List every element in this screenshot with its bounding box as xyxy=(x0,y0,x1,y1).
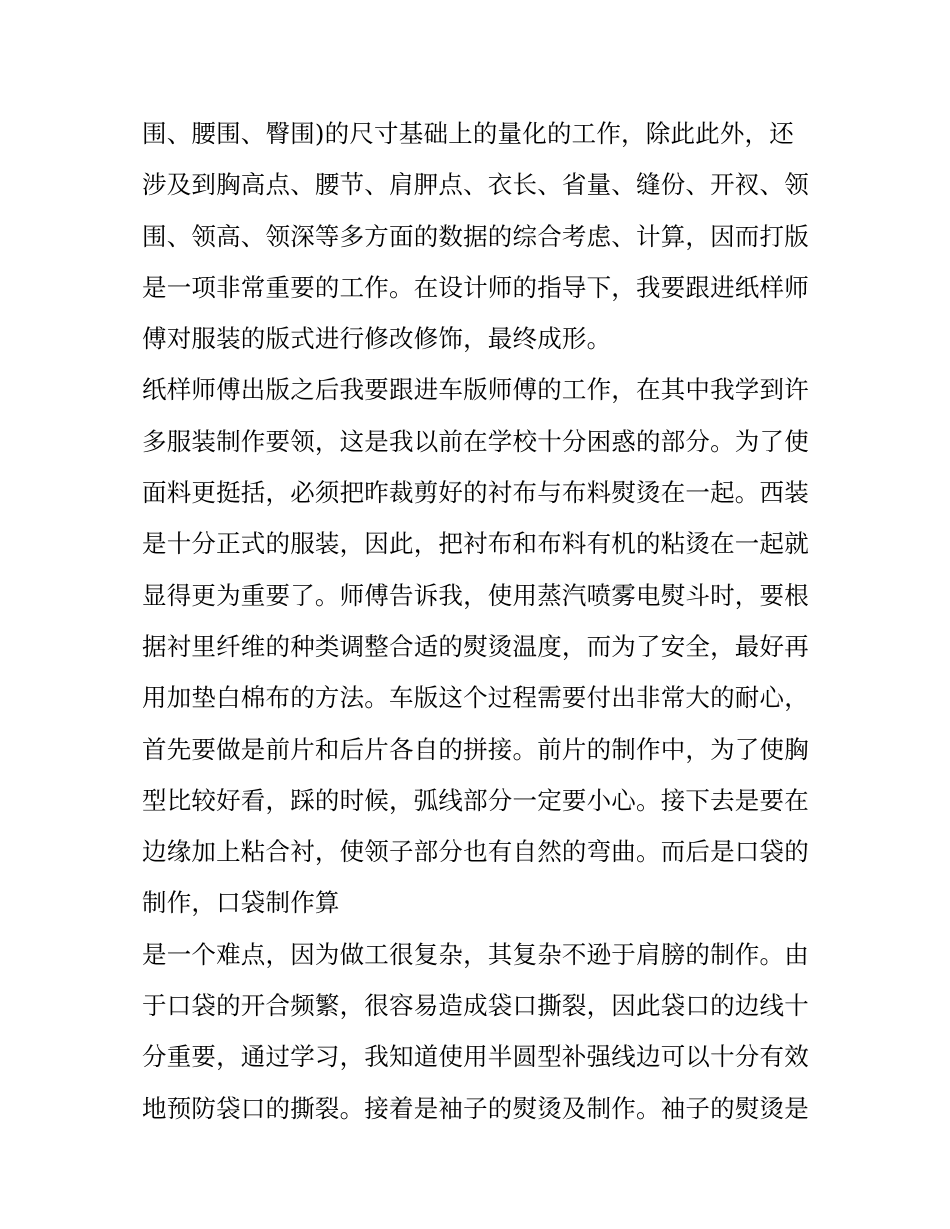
text-line: 边缘加上粘合衬，使领子部分也有自然的弯曲。而后是口袋的 xyxy=(142,837,809,867)
text-line: 涉及到胸高点、腰节、肩胛点、衣长、省量、缝份、开衩、领 xyxy=(142,170,809,200)
text-line: 分重要，通过学习，我知道使用半圆型补强线边可以十分有效 xyxy=(142,1042,809,1072)
text-line: 用加垫白棉布的方法。车版这个过程需要付出非常大的耐心， xyxy=(142,683,809,713)
text-line: 是一个难点，因为做工很复杂，其复杂不逊于肩膀的制作。由 xyxy=(142,939,809,969)
body-text xyxy=(142,108,822,1134)
text-line: 地预防袋口的撕裂。接着是袖子的熨烫及制作。袖子的熨烫是 xyxy=(142,1093,809,1123)
text-line: 显得更为重要了。师傅告诉我，使用蒸汽喷雾电熨斗时，要根 xyxy=(142,580,809,610)
text-line: 首先要做是前片和后片各自的拼接。前片的制作中，为了使胸 xyxy=(142,734,809,764)
text-line: 纸样师傅出版之后我要跟进车版师傅的工作，在其中我学到许 xyxy=(142,375,809,405)
text-line: 制作，口袋制作算 xyxy=(142,888,340,918)
text-line: 围、领高、领深等多方面的数据的综合考虑、计算，因而打版 xyxy=(142,221,809,251)
text-line: 型比较好看，踩的时候，弧线部分一定要小心。接下去是要在 xyxy=(142,785,809,815)
text-line: 是十分正式的服装，因此，把衬布和布料有机的粘烫在一起就 xyxy=(142,529,809,559)
text-line: 是一项非常重要的工作。在设计师的指导下，我要跟进纸样师 xyxy=(142,272,809,302)
text-line: 多服装制作要领，这是我以前在学校十分困惑的部分。为了使 xyxy=(142,426,809,456)
text-line: 据衬里纤维的种类调整合适的熨烫温度，而为了安全，最好再 xyxy=(142,631,809,661)
text-line: 围、腰围、臀围)的尺寸基础上的量化的工作，除此此外，还 xyxy=(142,119,794,148)
text-line: 面料更挺括，必须把昨裁剪好的衬布与布料熨烫在一起。西装 xyxy=(142,478,809,508)
text-line: 傅对服装的版式进行修改修饰，最终成形。 xyxy=(142,324,612,354)
text-line: 于口袋的开合频繁，很容易造成袋口撕裂，因此袋口的边线十 xyxy=(142,991,809,1021)
